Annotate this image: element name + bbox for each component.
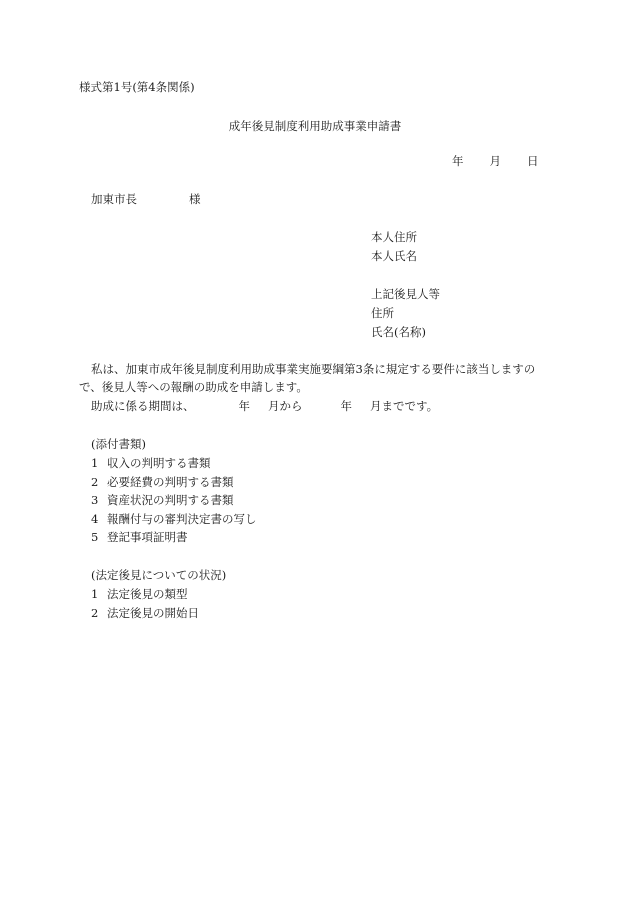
date-month-label: 月	[489, 154, 501, 168]
applicant-name-label: 本人氏名	[371, 249, 417, 263]
period-start-year: 年	[238, 399, 250, 413]
period-end-year: 年	[340, 399, 352, 413]
date-line	[452, 156, 539, 168]
date-year-label: 年	[452, 154, 464, 168]
attachment-item: 2 必要経費の判明する書類	[91, 475, 234, 489]
addressee-line	[91, 194, 201, 206]
period-line	[91, 401, 438, 413]
period-end-month: 月までです。	[370, 399, 439, 413]
attachment-item: 4 報酬付与の審判決定書の写し	[91, 512, 257, 526]
document-title: 成年後見制度利用助成事業申請書	[228, 119, 402, 133]
date-day-label: 日	[527, 154, 539, 168]
guardianship-status-heading: (法定後見についての状況)	[91, 568, 227, 582]
body-text-line-1: 私は、加東市成年後見制度利用助成事業実施要綱第3条に規定する要件に該当しますの	[91, 362, 536, 376]
attachment-item: 5 登記事項証明書	[91, 530, 188, 544]
applicant-address-label: 本人住所	[371, 230, 417, 244]
body-text-line-2: で、後見人等への報酬の助成を申請します。	[79, 380, 308, 394]
period-prefix: 助成に係る期間は、	[91, 399, 195, 413]
attachments-heading: (添付書類)	[91, 437, 146, 451]
attachment-item: 3 資産状況の判明する書類	[91, 493, 234, 507]
form-number: 様式第1号(第4条関係)	[79, 80, 195, 94]
status-item: 1 法定後見の類型	[91, 587, 188, 601]
guardian-heading: 上記後見人等	[371, 287, 440, 301]
honorific: 様	[189, 192, 201, 206]
period-start-month: 月から	[268, 399, 303, 413]
status-item: 2 法定後見の開始日	[91, 606, 199, 620]
attachment-item: 1 収入の判明する書類	[91, 456, 211, 470]
mayor-title: 加東市長	[91, 192, 137, 206]
guardian-name-label: 氏名(名称)	[371, 325, 426, 339]
guardian-address-label: 住所	[371, 306, 394, 320]
